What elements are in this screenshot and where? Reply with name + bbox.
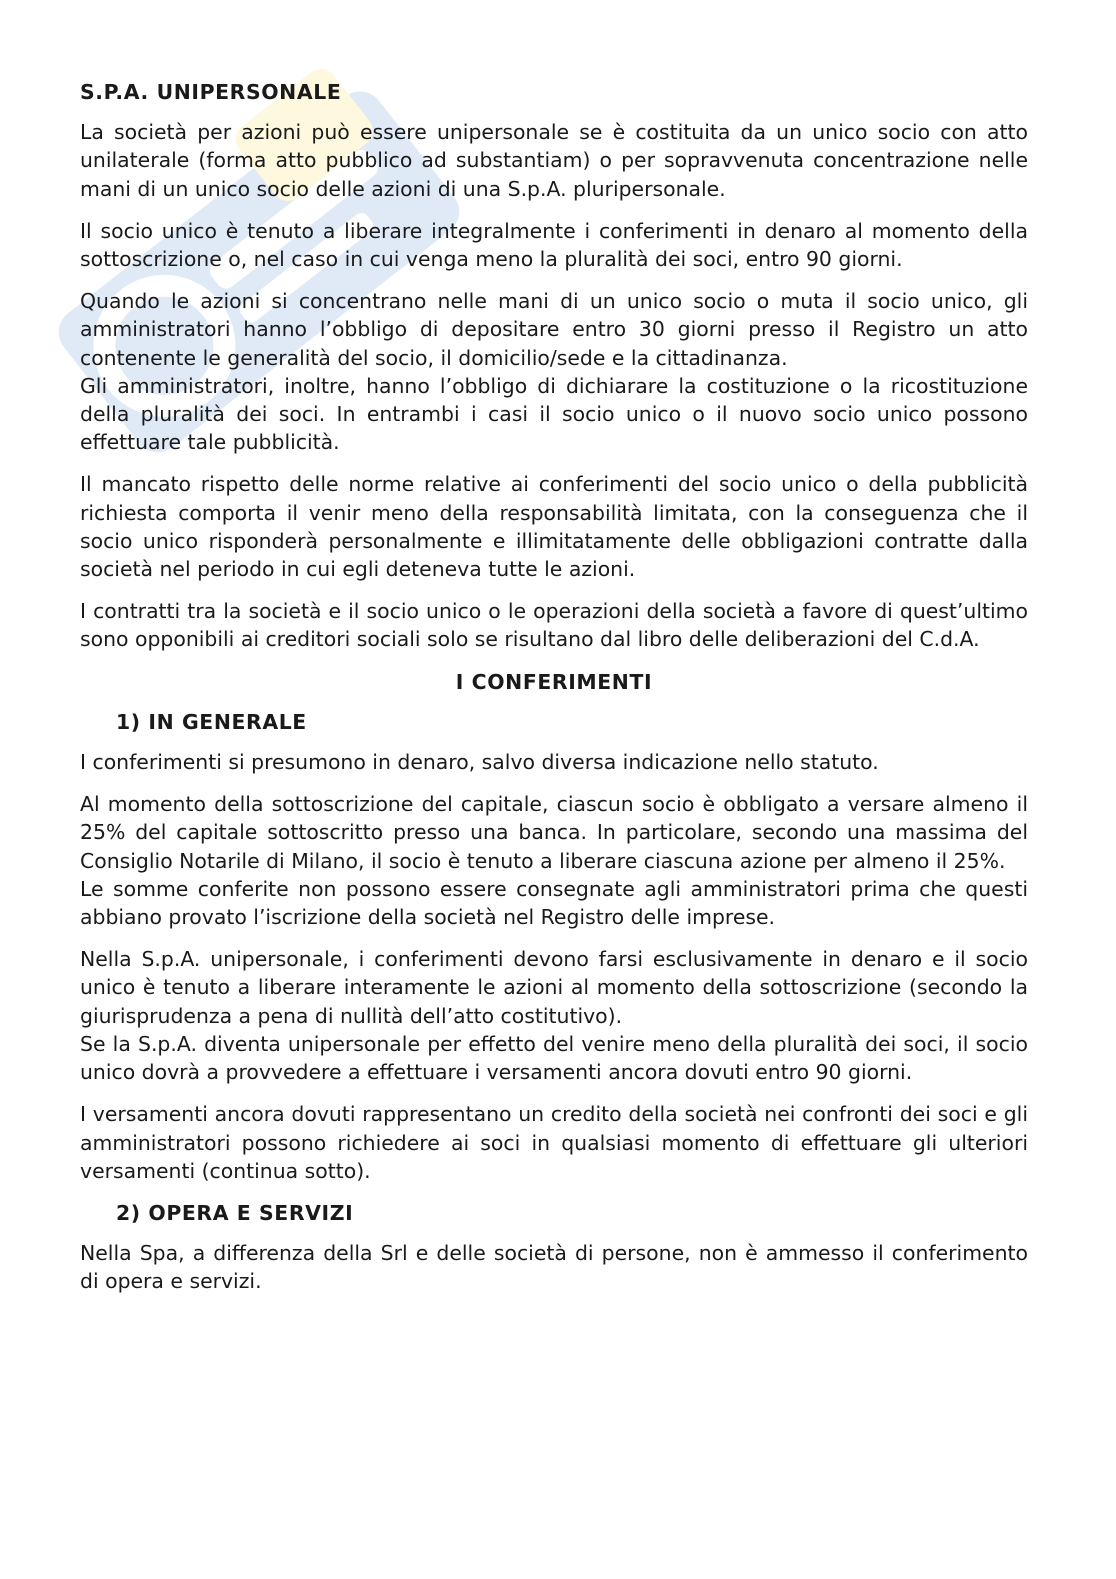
paragraph: I contratti tra la società e il socio unico o le operazioni della società a favore di quest’ultimo sono opponibili ai creditori sociali solo se risultano dal libro delle deliberazioni del C.d.A. [80, 599, 1028, 652]
paragraph: Il socio unico è tenuto a liberare integralmente i conferimenti in denaro al momento della sottoscrizione o, nel caso in cui venga meno la pluralità dei soci, entro 90 giorni. [80, 218, 1028, 272]
section-title-conferimenti: I CONFERIMENTI [455, 669, 653, 694]
paragraph: Al momento della sottoscrizione del capitale, ciascun socio è obbligato a versare almeno il 25% del capitale sottoscritto presso una banca. In particolare, secondo una massima del Consiglio Notarile di Milano, il socio è tenuto a liberare ciascuna azione per almeno il 25%. [80, 792, 1028, 873]
paragraph: Quando le azioni si concentrano nelle mani di un unico socio o muta il socio unico, gli amministratori hanno l’obbligo di depositare entro 30 giorni presso il Registro un atto contenente le generalità del socio, il domicilio/sede e la cittadinanza. [80, 289, 1028, 370]
paragraph: La società per azioni può essere unipersonale se è costituita da un unico socio con atto unilaterale (forma atto pubblico ad substantiam) o per sopravvenuta concentrazione nelle mani di un unico socio delle azioni di una S.p.A. pluripersonale. [80, 120, 1028, 201]
paragraph: I conferimenti si presumono in denaro, salvo diversa indicazione nello statuto. [80, 750, 879, 775]
paragraph: Le somme conferite non possono essere consegnate agli amministratori prima che questi abbiano provato l’iscrizione della società nel Registro delle imprese. [80, 876, 1028, 930]
document-page [80, 78, 1028, 1310]
paragraph: Gli amministratori, inoltre, hanno l’obbligo di dichiarare la costituzione o la ricostituzione della pluralità dei soci. In entrambi i casi il socio unico o il nuovo socio unico possono effettuare tale pubblicità. [80, 373, 1028, 455]
paragraph: I versamenti ancora dovuti rappresentano un credito della società nei confronti dei soci e gli amministratori possono richiedere ai soci in qualsiasi momento di effettuare gli ulteriori versamenti (continua sotto). [80, 1102, 1028, 1183]
section-title-spa-unipersonale: S.P.A. UNIPERSONALE [80, 80, 342, 104]
paragraph: Nella S.p.A. unipersonale, i conferimenti devono farsi esclusivamente in denaro e il socio unico è tenuto a liberare interamente le azioni al momento della sottoscrizione (secondo la giurisprudenza a pena di nullità dell’atto costitutivo). [80, 947, 1028, 1028]
paragraph: Se la S.p.A. diventa unipersonale per effetto del venire meno della pluralità dei soci, il socio unico dovrà a provvedere a effettuare i versamenti ancora dovuti entro 90 giorni. [80, 1031, 1028, 1085]
paragraph: Il mancato rispetto delle norme relative ai conferimenti del socio unico o della pubblicità richiesta comporta il venir meno della responsabilità limitata, con la conseguenza che il socio unico risponderà personalmente e illimitatamente delle obbligazioni contratte dalla società nel periodo in cui egli deteneva tutte le azioni. [80, 472, 1028, 582]
subsection-title-opera-e-servizi: 2) OPERA E SERVIZI [116, 1200, 354, 1225]
paragraph: Nella Spa, a differenza della Srl e delle società di persone, non è ammesso il conferimento di opera e servizi. [80, 1241, 1028, 1294]
subsection-title-in-generale: 1) IN GENERALE [116, 709, 307, 734]
